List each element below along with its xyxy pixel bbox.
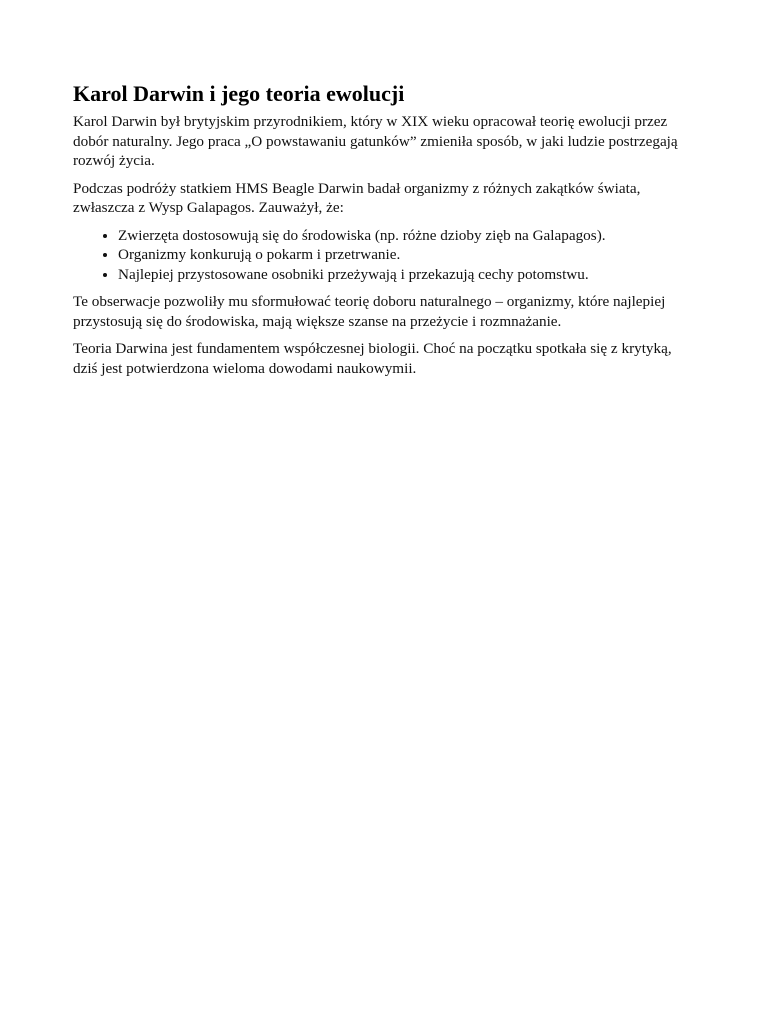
conclusion-paragraph: Teoria Darwina jest fundamentem współczesnej biologii. Choć na początku spotkała się z krytyką, dziś jest potwierdzona wieloma dowodami naukowymii. — [73, 340, 672, 377]
observations-list — [73, 226, 698, 285]
voyage-paragraph: Podczas podróży statkiem HMS Beagle Darwin badał organizmy z różnych zakątków świata, zwłaszcza z Wysp Galapagos. Zauważył, że: — [73, 179, 641, 216]
theory-paragraph: Te obserwacje pozwoliły mu sformułować teorię doboru naturalnego – organizmy, które najlepiej przystosują się do środowiska, mają większe szanse na przeżycie i rozmnażanie. — [73, 293, 666, 330]
document-title: Karol Darwin i jego teoria ewolucji — [73, 81, 405, 106]
document-page — [73, 80, 698, 386]
list-item: • Najlepiej przystosowane osobniki przeżywają i przekazują cechy potomstwu. — [118, 265, 698, 285]
intro-paragraph: Karol Darwin był brytyjskim przyrodnikiem, który w XIX wieku opracował teorię ewolucji przez dobór naturalny. Jego praca „O powstawaniu gatunków” zmieniła sposób, w jaki ludzie postrzegają rozwój życia. — [73, 113, 678, 169]
list-item: • Organizmy konkurują o pokarm i przetrwanie. — [118, 245, 698, 265]
list-item: • Zwierzęta dostosowują się do środowiska (np. różne dzioby zięb na Galapagos). — [118, 226, 698, 246]
